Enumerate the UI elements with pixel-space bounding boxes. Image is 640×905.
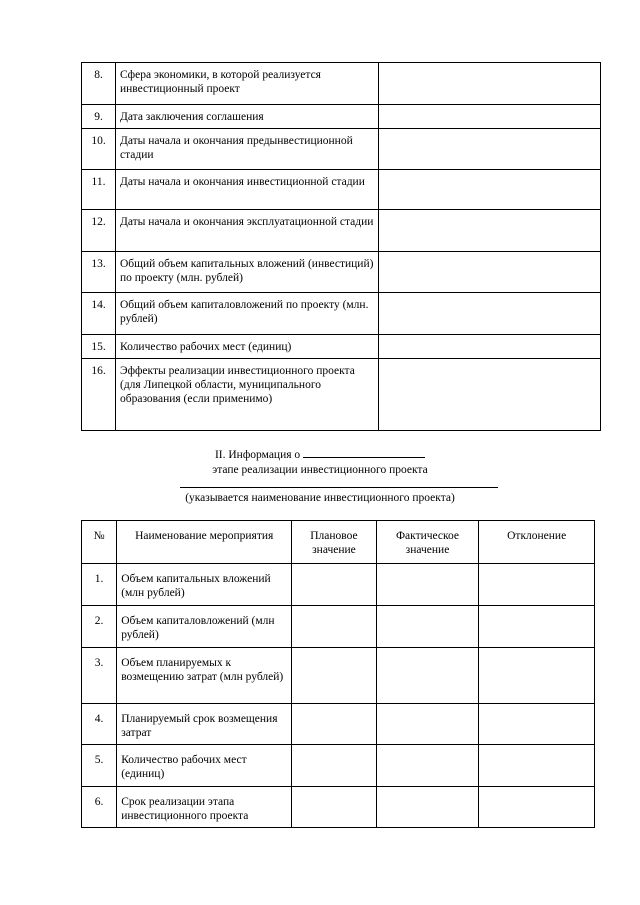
deviation-cell	[479, 564, 595, 606]
stage-blank-line	[303, 446, 425, 458]
table-row	[82, 606, 595, 648]
row-label: Эффекты реализации инвестиционного проекта (для Липецкой области, муниципального образования (если применимо)	[116, 359, 379, 431]
row-value	[379, 359, 601, 431]
header-number: №	[82, 521, 117, 564]
header-planned: Плановое значение	[292, 521, 376, 564]
row-number: 6.	[82, 787, 117, 828]
planned-cell	[292, 606, 376, 648]
row-number: 11.	[82, 170, 116, 210]
row-label: Количество рабочих мест (единиц)	[117, 745, 292, 787]
actual-cell	[376, 787, 479, 828]
header-activity: Наименование мероприятия	[117, 521, 292, 564]
table-row	[82, 745, 595, 787]
planned-cell	[292, 648, 376, 704]
row-number: 1.	[82, 564, 117, 606]
row-label: Объем планируемых к возмещению затрат (млн рублей)	[117, 648, 292, 704]
table-row	[82, 252, 601, 293]
deviation-cell	[479, 745, 595, 787]
actual-cell	[376, 564, 479, 606]
row-number: 13.	[82, 252, 116, 293]
actual-cell	[376, 745, 479, 787]
table-row	[82, 170, 601, 210]
table-row	[82, 105, 601, 129]
stage-info-table	[81, 520, 595, 828]
row-number: 4.	[82, 704, 117, 745]
row-label: Срок реализации этапа инвестиционного проекта	[117, 787, 292, 828]
project-name-blank-line	[180, 487, 498, 488]
row-label: Объем капиталовложений (млн рублей)	[117, 606, 292, 648]
row-number: 10.	[82, 129, 116, 170]
table-row	[82, 648, 595, 704]
row-label: Объем капитальных вложений (млн рублей)	[117, 564, 292, 606]
row-value	[379, 210, 601, 252]
row-number: 14.	[82, 293, 116, 335]
row-number: 16.	[82, 359, 116, 431]
project-info-table	[81, 62, 601, 431]
row-value	[379, 63, 601, 105]
row-value	[379, 105, 601, 129]
table-row	[82, 704, 595, 745]
deviation-cell	[479, 704, 595, 745]
planned-cell	[292, 704, 376, 745]
row-value	[379, 293, 601, 335]
planned-cell	[292, 564, 376, 606]
row-label: Даты начала и окончания эксплуатационной стадии	[116, 210, 379, 252]
row-label: Дата заключения соглашения	[116, 105, 379, 129]
row-label: Даты начала и окончания предынвестиционной стадии	[116, 129, 379, 170]
table-row	[82, 293, 601, 335]
deviation-cell	[479, 648, 595, 704]
section-title-text: II. Информация о	[214, 449, 301, 461]
table-row	[82, 787, 595, 828]
row-value	[379, 170, 601, 210]
row-value	[379, 335, 601, 359]
row-number: 8.	[82, 63, 116, 105]
section-title	[0, 446, 640, 462]
table-row	[82, 210, 601, 252]
table-row	[82, 335, 601, 359]
row-label: Планируемый срок возмещения затрат	[117, 704, 292, 745]
table-row	[82, 63, 601, 105]
planned-cell	[292, 787, 376, 828]
deviation-cell	[479, 787, 595, 828]
row-number: 9.	[82, 105, 116, 129]
table-row	[82, 129, 601, 170]
deviation-cell	[479, 606, 595, 648]
table-row	[82, 564, 595, 606]
header-deviation: Отклонение	[479, 521, 595, 564]
header-actual: Фактическое значение	[376, 521, 479, 564]
row-number: 15.	[82, 335, 116, 359]
row-value	[379, 252, 601, 293]
row-number: 5.	[82, 745, 117, 787]
row-number: 12.	[82, 210, 116, 252]
actual-cell	[376, 606, 479, 648]
row-label: Сфера экономики, в которой реализуется инвестиционный проект	[116, 63, 379, 105]
row-label: Количество рабочих мест (единиц)	[116, 335, 379, 359]
row-number: 3.	[82, 648, 117, 704]
row-label: Даты начала и окончания инвестиционной стадии	[116, 170, 379, 210]
project-name-hint: (указывается наименование инвестиционного проекта)	[185, 492, 455, 504]
row-label: Общий объем капитальных вложений (инвестиций) по проекту (млн. рублей)	[116, 252, 379, 293]
actual-cell	[376, 704, 479, 745]
section-subtitle: этапе реализации инвестиционного проекта	[212, 464, 428, 476]
planned-cell	[292, 745, 376, 787]
row-value	[379, 129, 601, 170]
actual-cell	[376, 648, 479, 704]
row-label: Общий объем капиталовложений по проекту (млн. рублей)	[116, 293, 379, 335]
table-row	[82, 359, 601, 431]
table-header-row	[82, 521, 595, 564]
row-number: 2.	[82, 606, 117, 648]
